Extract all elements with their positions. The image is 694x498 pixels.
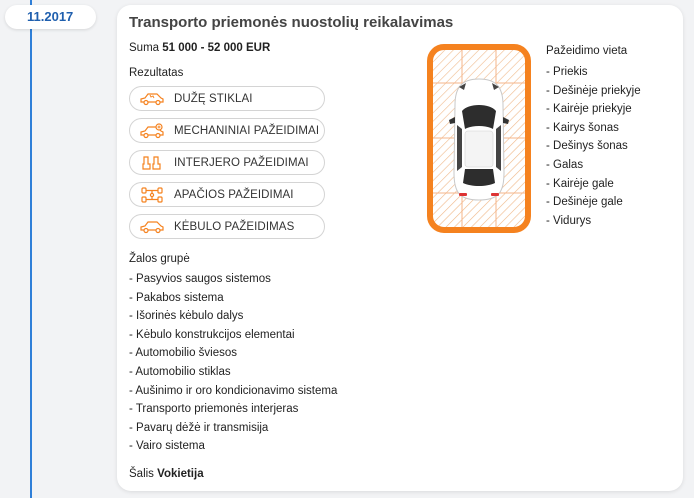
car-seats-icon	[130, 155, 174, 171]
car-axle-icon	[130, 187, 174, 203]
list-item: - Automobilio stiklas	[129, 365, 231, 378]
rezultatas-label: Rezultatas	[129, 67, 184, 79]
result-chip-label: KĖBULO PAŽEIDIMAS	[174, 220, 295, 233]
list-item: - Pavarų dėžė ir transmisija	[129, 421, 269, 434]
car-glass-icon	[130, 92, 174, 106]
salis-row	[129, 468, 204, 480]
list-item: - Aušinimo ir oro kondicionavimo sistema	[129, 384, 338, 397]
result-chip-interior	[129, 150, 325, 175]
list-item: - Pasyvios saugos sistemos	[129, 273, 271, 285]
list-item: - Kairys šonas	[546, 121, 619, 134]
suma-row	[129, 42, 270, 54]
salis-label: Šalis	[129, 468, 154, 480]
zalos-grupe-list	[129, 270, 337, 456]
pazeidimo-vieta-label: Pažeidimo vieta	[546, 45, 628, 57]
card-title: Transporto priemonės nuostolių reikalavimas	[129, 14, 454, 31]
result-chip-glass	[129, 86, 325, 111]
car-body-icon	[130, 220, 174, 234]
list-item: - Dešinėje gale	[546, 196, 623, 209]
list-item: - Dešinys šonas	[546, 140, 628, 153]
list-item: - Išorinės kėbulo dalys	[129, 310, 244, 323]
date-badge: 11.2017	[5, 5, 96, 29]
result-chip-label: MECHANINIAI PAŽEIDIMAI	[174, 124, 320, 137]
salis-value: Vokietija	[157, 468, 204, 480]
list-item: - Pakabos sistema	[129, 291, 224, 304]
zalos-grupe-label: Žalos grupė	[129, 253, 190, 265]
timeline-line	[30, 0, 32, 498]
list-item: - Kairėje priekyje	[546, 103, 632, 116]
list-item: - Automobilio šviesos	[129, 347, 238, 360]
list-item: - Vidurys	[546, 214, 592, 227]
result-chip-mechanical	[129, 118, 325, 143]
result-chip-label: INTERJERO PAŽEIDIMAI	[174, 156, 309, 169]
list-item: - Transporto priemonės interjeras	[129, 403, 299, 416]
list-item: - Priekis	[546, 66, 588, 78]
pazeidimo-vieta-list	[546, 63, 641, 230]
result-chip-body	[129, 214, 325, 239]
list-item: - Kėbulo konstrukcijos elementai	[129, 328, 295, 341]
result-chip-label: APAČIOS PAŽEIDIMAI	[174, 188, 294, 201]
result-chip-underbody	[129, 182, 325, 207]
result-chip-label: DUŽĘ STIKLAI	[174, 92, 253, 105]
suma-value: 51 000 - 52 000 EUR	[162, 42, 271, 54]
suma-label: Suma	[129, 42, 160, 54]
list-item: - Kairėje gale	[546, 177, 614, 190]
list-item: - Dešinėje priekyje	[546, 84, 641, 97]
claim-card	[117, 5, 683, 491]
list-item: - Vairo sistema	[129, 440, 205, 453]
car-damage-diagram	[426, 43, 532, 234]
car-top-view-icon	[426, 43, 532, 234]
list-item: - Galas	[546, 158, 584, 171]
car-mechanical-icon	[130, 123, 174, 139]
